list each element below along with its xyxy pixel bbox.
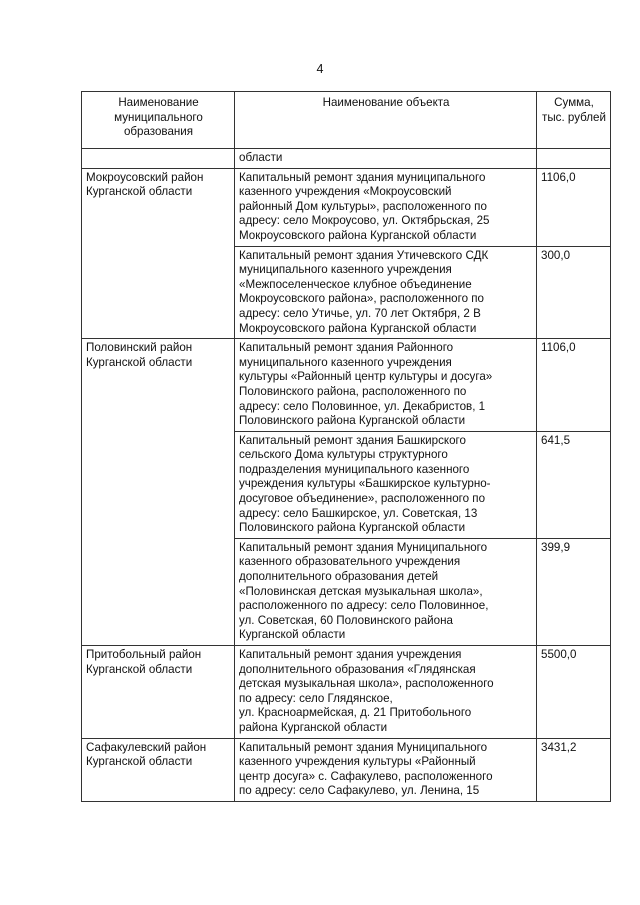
table-header (82, 92, 611, 149)
table-row-continuation (82, 149, 611, 169)
header-object (235, 92, 537, 149)
sum-cell (537, 168, 611, 246)
object-cell (235, 538, 537, 645)
object-cell (235, 738, 537, 801)
header-municipality-label: Наименование муниципального образования (114, 96, 203, 139)
municipality-name: Половинский район Курганской области (86, 341, 193, 369)
municipality-cell (82, 738, 235, 801)
continuation-municipality-cell (82, 149, 235, 169)
header-municipality (82, 92, 235, 149)
object-sum: 300,0 (541, 248, 571, 262)
object-description: Капитальный ремонт здания Утичевского СДК муниципального казенного учреждения «Межпоселенческое клубное объединение Мокроусовского района», расположенного по адресу: село Утичье, ул. 70 лет Октября, 2 В Мокроусовского района Курганской области (239, 248, 489, 335)
object-description: Капитальный ремонт здания Муниципального казенного образовательного учреждения дополнительного образования детей «Половинская детская музыкальная школа», расположенного по адресу: село Половинное, ул. Советская, 60 Половинского района Курганской области (239, 540, 489, 642)
object-cell (235, 168, 537, 246)
table-row (82, 168, 611, 246)
table-row (82, 738, 611, 801)
table-row (82, 339, 611, 432)
continuation-object-cell (235, 149, 537, 169)
municipality-name: Притобольный район Курганской области (86, 648, 202, 676)
object-description: Капитальный ремонт здания Муниципального казенного учреждения культуры «Районный центр досуга» с. Сафакулево, расположенного по адресу: село Сафакулево, ул. Ленина, 15 (239, 740, 493, 798)
funding-table (81, 91, 611, 802)
municipality-cell (82, 646, 235, 739)
object-description: Капитальный ремонт здания муниципального казенного учреждения «Мокроусовский районный Дом культуры», расположенного по адресу: село Мокроусово, ул. Октябрьская, 25 Мокроусовского района Курганской области (239, 170, 490, 242)
object-cell (235, 646, 537, 739)
continuation-sum-cell (537, 149, 611, 169)
object-cell (235, 431, 537, 538)
sum-cell (537, 538, 611, 645)
object-description: Капитальный ремонт здания учреждения дополнительного образования «Глядянская детская музыкальная школа», расположенного по адресу: село Глядянское, ул. Красноармейская, д. 21 Притобольного района Курганской области (239, 648, 494, 734)
page-number: 4 (316, 62, 324, 76)
sum-cell (537, 646, 611, 739)
header-sum-label: Сумма, тыс. рублей (542, 96, 606, 124)
sum-cell (537, 339, 611, 432)
object-description: Капитальный ремонт здания Башкирского сельского Дома культуры структурного подразделения муниципального казенного учреждения культуры «Башкирское культурно- досуговое объединение», расположенного по адресу: село Башкирское, ул. Советская, 13 Половинского района Курганской области (239, 433, 491, 535)
municipality-cell (82, 339, 235, 646)
object-sum: 5500,0 (541, 648, 577, 661)
object-sum: 1106,0 (541, 170, 576, 184)
table-body (82, 149, 611, 802)
header-row (82, 92, 611, 149)
municipality-cell (82, 168, 235, 339)
sum-cell (537, 431, 611, 538)
table-row (82, 646, 611, 739)
object-sum: 3431,2 (541, 740, 577, 754)
object-sum: 399,9 (541, 540, 571, 554)
continuation-text: области (239, 151, 283, 164)
header-sum (537, 92, 611, 149)
object-cell (235, 246, 537, 339)
object-description: Капитальный ремонт здания Районного муниципального казенного учреждения культуры «Районный центр культуры и досуга» Половинского района, расположенного по адресу: село Половинное, ул. Декабристов, 1 Половинского района Курганской области (239, 341, 493, 428)
municipality-name: Сафакулевский район Курганской области (86, 740, 207, 769)
municipality-name: Мокроусовский район Курганской области (86, 170, 204, 199)
sum-cell (537, 246, 611, 339)
object-sum: 1106,0 (541, 341, 576, 355)
object-sum: 641,5 (541, 433, 571, 447)
header-object-label: Наименование объекта (322, 96, 450, 109)
object-cell (235, 339, 537, 432)
sum-cell (537, 738, 611, 801)
